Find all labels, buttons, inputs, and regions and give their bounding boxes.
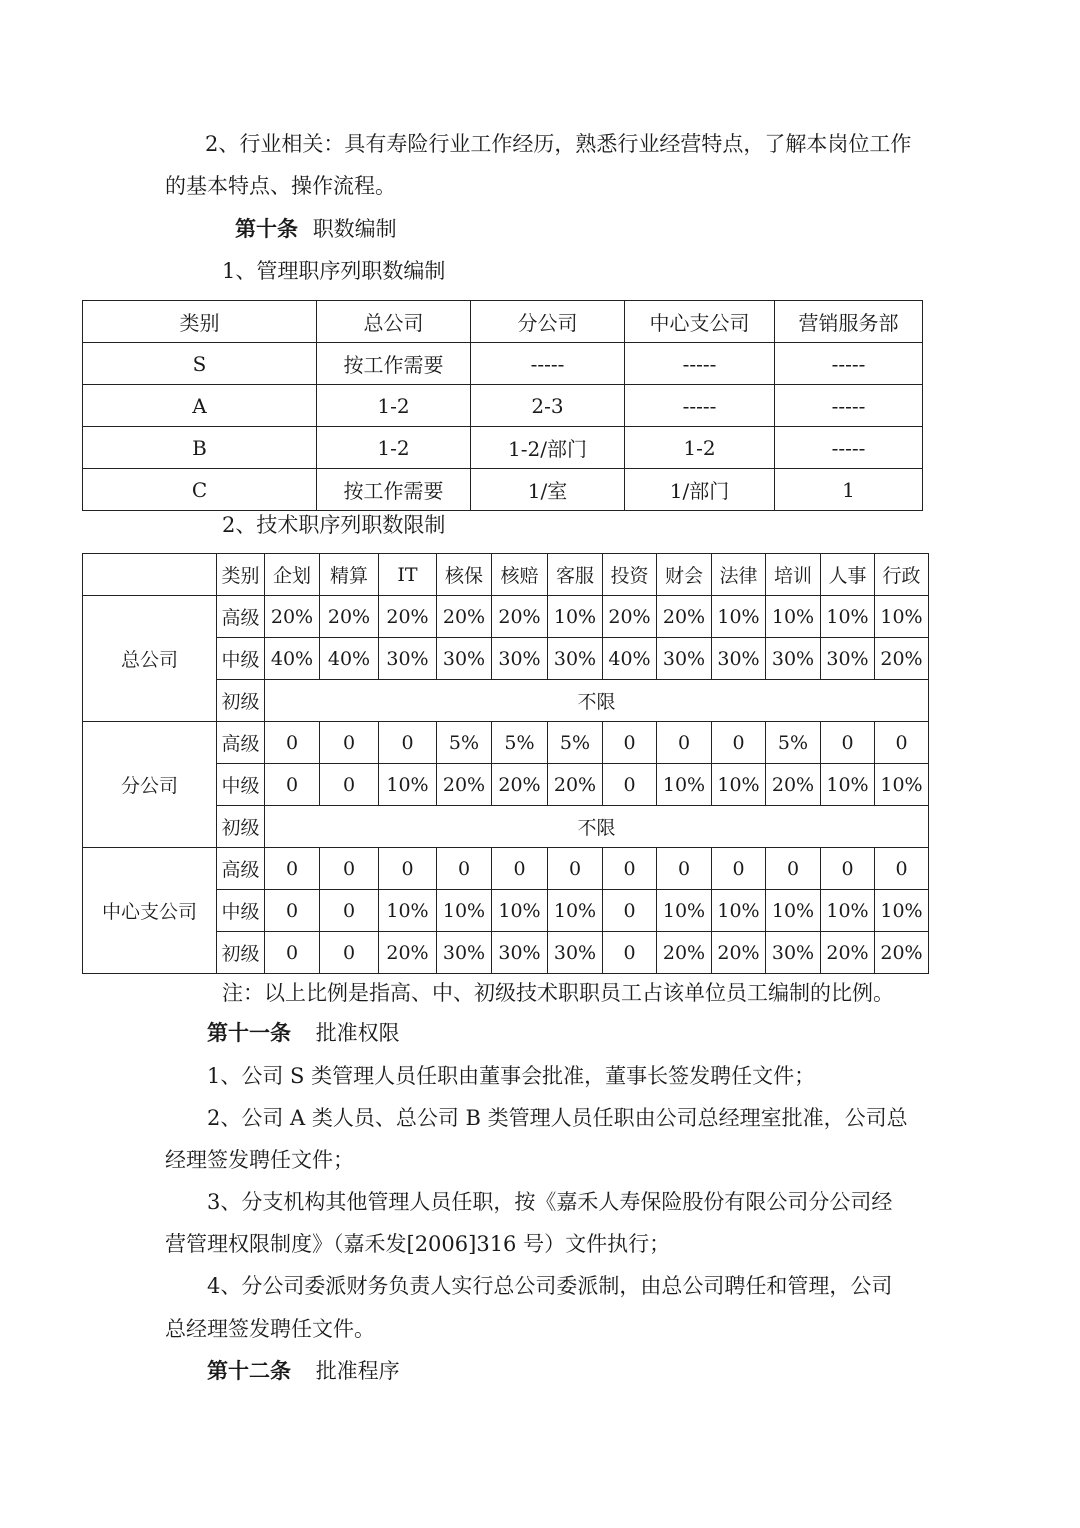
table-cell: ----- xyxy=(625,385,775,427)
table-cell: 10% xyxy=(712,764,766,806)
table-cell: 0 xyxy=(603,932,657,974)
column-header: 财会 xyxy=(657,554,712,596)
table-cell: 10% xyxy=(657,764,712,806)
table-cell: 0 xyxy=(320,890,379,932)
table-cell: 5% xyxy=(766,722,821,764)
level-label: 中级 xyxy=(217,638,265,680)
table-cell: 30% xyxy=(821,638,875,680)
table-row xyxy=(83,596,929,638)
column-header: 核赔 xyxy=(492,554,548,596)
table-cell: 30% xyxy=(766,638,821,680)
table-cell: 30% xyxy=(548,638,603,680)
table-cell: 5% xyxy=(548,722,603,764)
table-cell: 20% xyxy=(492,596,548,638)
article-10-heading xyxy=(235,214,397,244)
article-10-number: 第十条 xyxy=(235,216,298,241)
item-4-line2: 总经理签发聘任文件。 xyxy=(165,1317,375,1341)
item-1: 1、公司 S 类管理人员任职由董事会批准，董事长签发聘任文件； xyxy=(207,1064,816,1088)
table-cell: 0 xyxy=(265,932,320,974)
table-cell: 40% xyxy=(603,638,657,680)
table-cell: 10% xyxy=(821,596,875,638)
table-cell: ----- xyxy=(775,385,923,427)
column-header: 客服 xyxy=(548,554,603,596)
column-header: 投资 xyxy=(603,554,657,596)
item-3-line2: 营管理权限制度》（嘉禾发[2006]316 号）文件执行； xyxy=(165,1232,671,1256)
table-cell: 10% xyxy=(492,890,548,932)
table-cell: 10% xyxy=(712,890,766,932)
column-header: 中心支公司 xyxy=(625,301,775,343)
table-cell: 20% xyxy=(437,596,492,638)
tech-quota-table xyxy=(82,553,929,974)
table-cell: 30% xyxy=(437,932,492,974)
level-label: 中级 xyxy=(217,890,265,932)
table-cell: 20% xyxy=(712,932,766,974)
level-label: 初级 xyxy=(217,680,265,722)
column-header: 培训 xyxy=(766,554,821,596)
table-cell: 20% xyxy=(548,764,603,806)
table-cell: 30% xyxy=(657,638,712,680)
corner-cell xyxy=(83,554,217,596)
table-cell: 40% xyxy=(320,638,379,680)
table-cell: 10% xyxy=(875,890,929,932)
table-cell: 20% xyxy=(766,764,821,806)
table-cell: 0 xyxy=(265,722,320,764)
article-11-title: 批准权限 xyxy=(315,1021,400,1045)
table-cell: 0 xyxy=(265,890,320,932)
article-12-number: 第十二条 xyxy=(207,1358,291,1383)
table-row xyxy=(83,722,929,764)
table-cell: 30% xyxy=(492,638,548,680)
article-11-number: 第十一条 xyxy=(207,1020,291,1045)
column-header: 精算 xyxy=(320,554,379,596)
mgmt-quota-table xyxy=(82,300,923,511)
column-header: 分公司 xyxy=(471,301,625,343)
merged-cell: 不限 xyxy=(265,806,929,848)
table-cell: 20% xyxy=(265,596,320,638)
table-row xyxy=(83,469,923,511)
table-cell: 30% xyxy=(492,932,548,974)
table-header-row xyxy=(83,554,929,596)
row-category: C xyxy=(83,469,317,511)
level-label: 高级 xyxy=(217,596,265,638)
level-label: 高级 xyxy=(217,722,265,764)
table-cell: 10% xyxy=(379,764,437,806)
table-cell: 0 xyxy=(875,722,929,764)
column-header: 营销服务部 xyxy=(775,301,923,343)
item-4-line1: 4、分公司委派财务负责人实行总公司委派制，由总公司聘任和管理，公司 xyxy=(207,1274,893,1298)
table-note: 注：以上比例是指高、中、初级技术职职员工占该单位员工编制的比例。 xyxy=(222,981,894,1005)
table-row xyxy=(83,848,929,890)
table-cell: 0 xyxy=(603,848,657,890)
table-cell: 0 xyxy=(320,932,379,974)
table-header-row xyxy=(83,301,923,343)
table-cell: 0 xyxy=(379,848,437,890)
table-cell: 20% xyxy=(821,932,875,974)
table-cell: 10% xyxy=(821,890,875,932)
table-cell: 0 xyxy=(379,722,437,764)
table-cell: 10% xyxy=(821,764,875,806)
level-label: 初级 xyxy=(217,806,265,848)
table-cell: 0 xyxy=(766,848,821,890)
table-cell: 20% xyxy=(603,596,657,638)
table-cell: 0 xyxy=(821,722,875,764)
table-cell: 0 xyxy=(603,722,657,764)
table-cell: 30% xyxy=(548,932,603,974)
item-2-line2: 经理签发聘任文件； xyxy=(165,1148,354,1172)
table-cell: 20% xyxy=(379,932,437,974)
table-cell: 10% xyxy=(437,890,492,932)
table-cell: 10% xyxy=(548,890,603,932)
table-cell: 1/室 xyxy=(471,469,625,511)
table-cell: 10% xyxy=(875,596,929,638)
table-cell: 0 xyxy=(603,764,657,806)
row-category: S xyxy=(83,343,317,385)
table-cell: 10% xyxy=(657,890,712,932)
table-cell: 2-3 xyxy=(471,385,625,427)
table-cell: 0 xyxy=(265,848,320,890)
table-cell: 1-2 xyxy=(317,427,471,469)
table-cell: 10% xyxy=(712,596,766,638)
level-label: 初级 xyxy=(217,932,265,974)
table-cell: ----- xyxy=(625,343,775,385)
table-cell: 10% xyxy=(875,764,929,806)
column-header: 类别 xyxy=(217,554,265,596)
table-cell: 20% xyxy=(437,764,492,806)
table-cell: ----- xyxy=(775,343,923,385)
table-cell: 1-2 xyxy=(625,427,775,469)
table-cell: 10% xyxy=(379,890,437,932)
table-cell: 30% xyxy=(379,638,437,680)
table-cell: 0 xyxy=(437,848,492,890)
table-cell: 0 xyxy=(603,890,657,932)
article-11-heading xyxy=(207,1018,400,1048)
table-cell: 10% xyxy=(766,890,821,932)
table-cell: 1-2 xyxy=(317,385,471,427)
table-cell: 1/部门 xyxy=(625,469,775,511)
table-cell: ----- xyxy=(471,343,625,385)
item-2-line1: 2、公司 A 类人员、总公司 B 类管理人员任职由公司总经理室批准，公司总 xyxy=(207,1106,908,1130)
column-header: 总公司 xyxy=(317,301,471,343)
column-header: 法律 xyxy=(712,554,766,596)
group-label: 中心支公司 xyxy=(83,848,217,974)
table-cell: 按工作需要 xyxy=(317,469,471,511)
table-cell: 30% xyxy=(712,638,766,680)
table-cell: 0 xyxy=(657,848,712,890)
table-row xyxy=(83,343,923,385)
table-cell: 0 xyxy=(320,722,379,764)
table-cell: 20% xyxy=(875,932,929,974)
table-cell: 0 xyxy=(657,722,712,764)
table-cell: 0 xyxy=(548,848,603,890)
table-row xyxy=(83,385,923,427)
table-cell: 0 xyxy=(492,848,548,890)
column-header: IT xyxy=(379,554,437,596)
level-label: 中级 xyxy=(217,764,265,806)
level-label: 高级 xyxy=(217,848,265,890)
merged-cell: 不限 xyxy=(265,680,929,722)
table-cell: 30% xyxy=(766,932,821,974)
column-header: 企划 xyxy=(265,554,320,596)
table-cell: 0 xyxy=(712,848,766,890)
table-cell: 0 xyxy=(821,848,875,890)
table-cell: 0 xyxy=(712,722,766,764)
table-cell: 0 xyxy=(320,764,379,806)
table-cell: 0 xyxy=(875,848,929,890)
article-12-title: 批准程序 xyxy=(315,1359,400,1383)
table-cell: 10% xyxy=(548,596,603,638)
table-cell: 20% xyxy=(875,638,929,680)
table-cell: 0 xyxy=(265,764,320,806)
table-cell: 1-2/部门 xyxy=(471,427,625,469)
para-industry-line1: 2、行业相关：具有寿险行业工作经历，熟悉行业经营特点，了解本岗位工作 xyxy=(205,132,912,156)
table-cell: 30% xyxy=(437,638,492,680)
table-cell: ----- xyxy=(775,427,923,469)
table-cell: 20% xyxy=(492,764,548,806)
sub-heading-tech: 2、技术职序列职数限制 xyxy=(222,513,446,537)
table-row xyxy=(83,427,923,469)
article-10-title: 职数编制 xyxy=(312,217,397,241)
table-cell: 20% xyxy=(379,596,437,638)
para-industry-line2: 的基本特点、操作流程。 xyxy=(165,174,396,198)
sub-heading-mgmt: 1、管理职序列职数编制 xyxy=(222,259,446,283)
article-12-heading xyxy=(207,1356,400,1386)
row-category: A xyxy=(83,385,317,427)
table-cell: 20% xyxy=(657,932,712,974)
column-header: 人事 xyxy=(821,554,875,596)
table-cell: 20% xyxy=(657,596,712,638)
group-label: 分公司 xyxy=(83,722,217,848)
table-cell: 0 xyxy=(320,848,379,890)
item-3-line1: 3、分支机构其他管理人员任职，按《嘉禾人寿保险股份有限公司分公司经 xyxy=(207,1190,893,1214)
column-header: 类别 xyxy=(83,301,317,343)
table-cell: 20% xyxy=(320,596,379,638)
table-cell: 5% xyxy=(492,722,548,764)
table-cell: 1 xyxy=(775,469,923,511)
table-cell: 10% xyxy=(766,596,821,638)
row-category: B xyxy=(83,427,317,469)
table-cell: 5% xyxy=(437,722,492,764)
column-header: 核保 xyxy=(437,554,492,596)
column-header: 行政 xyxy=(875,554,929,596)
table-cell: 40% xyxy=(265,638,320,680)
table-cell: 按工作需要 xyxy=(317,343,471,385)
group-label: 总公司 xyxy=(83,596,217,722)
